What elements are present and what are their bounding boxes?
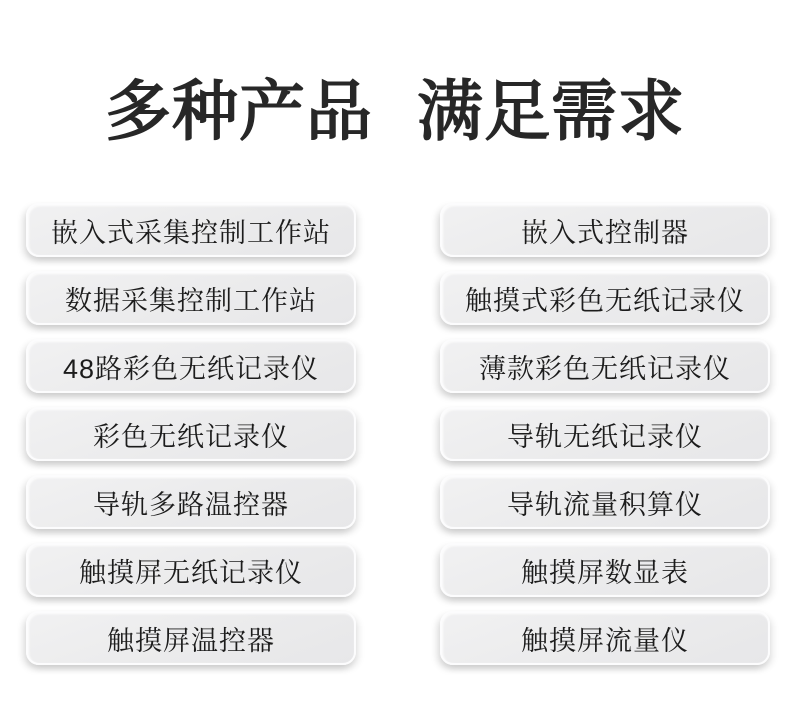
product-column-right: [440, 203, 770, 665]
product-button-touch-color-paperless-recorder[interactable]: 触摸式彩色无纸记录仪: [440, 271, 770, 325]
product-button-din-rail-flow-totalizer[interactable]: 导轨流量积算仪: [440, 475, 770, 529]
page-title-part-2: 满足需求: [417, 74, 685, 148]
product-button-touchscreen-flow-meter[interactable]: 触摸屏流量仪: [440, 611, 770, 665]
product-button-embedded-controller[interactable]: 嵌入式控制器: [440, 203, 770, 257]
product-button-din-rail-multichannel-temp-controller[interactable]: 导轨多路温控器: [26, 475, 356, 529]
product-button-data-acquisition-workstation[interactable]: 数据采集控制工作站: [26, 271, 356, 325]
product-grid: [26, 203, 770, 665]
product-column-left: [26, 203, 356, 665]
product-button-din-rail-paperless-recorder[interactable]: 导轨无纸记录仪: [440, 407, 770, 461]
product-button-embedded-acquisition-workstation[interactable]: 嵌入式采集控制工作站: [26, 203, 356, 257]
product-button-color-paperless-recorder[interactable]: 彩色无纸记录仪: [26, 407, 356, 461]
page-title-part-1: 多种产品: [105, 74, 373, 148]
product-button-touchscreen-paperless-recorder[interactable]: 触摸屏无纸记录仪: [26, 543, 356, 597]
product-button-touchscreen-temp-controller[interactable]: 触摸屏温控器: [26, 611, 356, 665]
product-button-touchscreen-digital-display-meter[interactable]: 触摸屏数显表: [440, 543, 770, 597]
product-button-slim-color-paperless-recorder[interactable]: 薄款彩色无纸记录仪: [440, 339, 770, 393]
page-title: [0, 74, 790, 148]
product-button-48ch-color-paperless-recorder[interactable]: 48路彩色无纸记录仪: [26, 339, 356, 393]
